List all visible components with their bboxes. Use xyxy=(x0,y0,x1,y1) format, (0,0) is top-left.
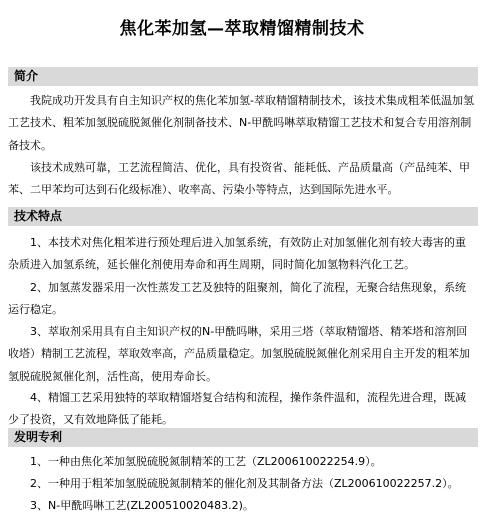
patent-item: 1、一种由焦化苯加氢脱硫脱氮制精苯的工艺（ZL200610022254.9）。 xyxy=(30,455,382,468)
section-heading-patents: 发明专利 xyxy=(8,428,478,447)
feature-paragraph: 3、萃取剂采用具有自主知识产权的N-甲酰吗啉，采用三塔（萃取精馏塔、精苯塔和溶剂回收塔）精制工艺流程，萃取效率高，产品质量稳定。加氢脱硫脱氮催化剂采用自主开发的粗苯加氢脱硫脱氮催化剂，活性高，使用寿命长。 xyxy=(8,325,470,383)
intro-paragraph: 该技术成熟可靠，工艺流程简洁、优化，具有投资省、能耗低、产品质量高（产品纯苯、甲苯、二甲苯均可达到石化级标准）、收率高、污染小等特点，达到国际先进水平。 xyxy=(8,161,470,197)
document-title: 焦化苯加氢—萃取精馏精制技术 xyxy=(119,19,365,39)
section-heading-features: 技术特点 xyxy=(8,207,478,226)
feature-paragraph: 4、精馏工艺采用独特的萃取精馏塔复合结构和流程，操作条件温和，流程先进合理，既减少了投资，又有效地降低了能耗。 xyxy=(8,391,466,427)
feature-paragraph: 2、加氢蒸发器采用一次性蒸发工艺及独特的阻聚剂，简化了流程，无聚合结焦现象，系统运行稳定。 xyxy=(8,281,466,317)
patent-item: 3、N-甲酰吗啉工艺(ZL200510020483.2)。 xyxy=(30,499,254,512)
patent-item: 2、一种用于粗苯加氢脱硫脱氮制精苯的催化剂及其制备方法（ZL200610022257.2）。 xyxy=(30,477,459,490)
section-heading-intro: 简介 xyxy=(8,67,478,86)
intro-paragraph: 我院成功开发具有自主知识产权的焦化苯加氢-萃取精馏精制技术，该技术集成粗苯低温加氢工艺技术、粗苯加氢脱硫脱氮催化剂制备技术、N-甲酰吗啉萃取精馏工艺技术和复合专用溶剂制备技术。 xyxy=(8,94,474,152)
feature-paragraph: 1、本技术对焦化粗苯进行预处理后进入加氢系统，有效防止对加氢催化剂有较大毒害的重杂质进入加氢系统，延长催化剂使用寿命和再生周期，同时简化加氢物料汽化工艺。 xyxy=(8,236,466,272)
